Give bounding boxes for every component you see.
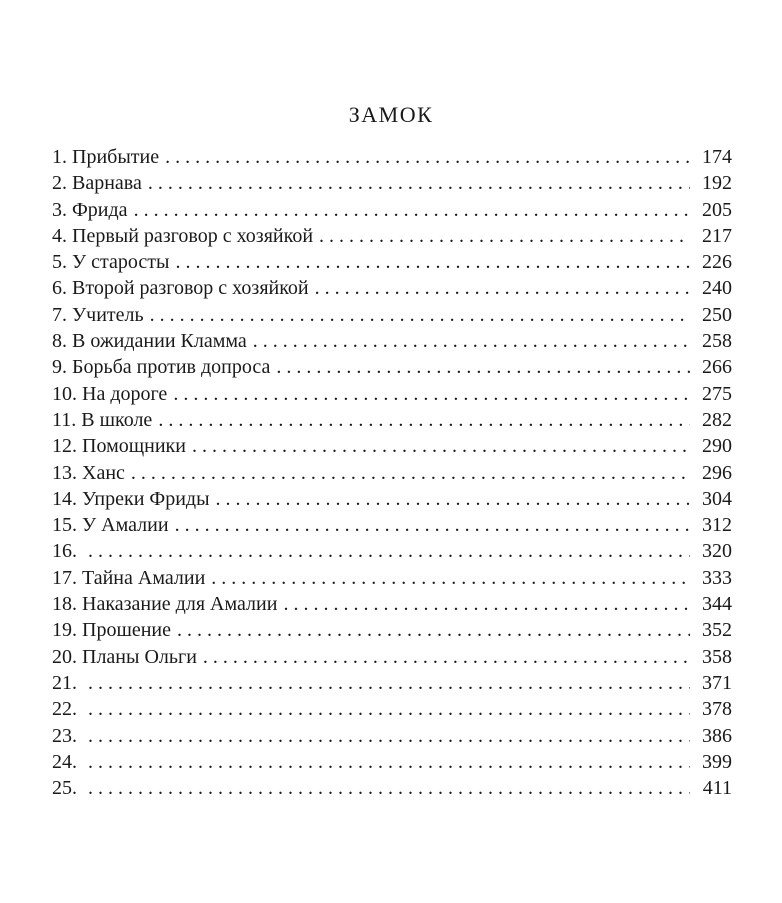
toc-dot-leader [211, 565, 690, 591]
toc-entry [52, 302, 732, 328]
toc-dot-leader [175, 249, 690, 275]
toc-entry-number: 15. [52, 514, 77, 537]
toc-entry [52, 407, 732, 433]
toc-entry [52, 354, 732, 380]
toc-entry [52, 723, 732, 749]
toc-entry-page-number: 282 [702, 408, 732, 431]
toc-entry [52, 644, 732, 670]
toc-entry-page-number: 371 [702, 671, 732, 694]
toc-entry-number: 11. [52, 408, 77, 431]
toc-entry-page-number: 217 [702, 224, 732, 247]
toc-entry-number: 7. [52, 303, 67, 326]
toc-entry-number: 25. [52, 777, 77, 800]
toc-entry-number: 24. [52, 750, 77, 773]
toc-entry-title: Второй разговор с хозяйкой [72, 277, 309, 300]
toc-entry [52, 381, 732, 407]
toc-dot-leader [175, 512, 690, 538]
toc-dot-leader [134, 197, 690, 223]
toc-entry [52, 670, 732, 696]
toc-entry-number: 21. [52, 671, 77, 694]
toc-entry-title: Варнава [72, 172, 142, 195]
toc-entry-page-number: 352 [702, 619, 732, 642]
toc-dot-leader [148, 170, 690, 196]
toc-entry-number: 23. [52, 724, 77, 747]
toc-entry-number: 6. [52, 277, 67, 300]
toc-entry [52, 617, 732, 643]
toc-entry-title: Учитель [72, 303, 144, 326]
toc-entry-page-number: 344 [702, 593, 732, 616]
toc-entry-number: 1. [52, 146, 67, 168]
toc-dot-leader [253, 328, 690, 354]
toc-dot-leader [158, 407, 690, 433]
toc-entry [52, 170, 732, 196]
toc-entry-page-number: 386 [702, 724, 732, 747]
toc-entry-number: 19. [52, 619, 77, 642]
toc-dot-leader [131, 460, 690, 486]
toc-entry-title: В школе [81, 408, 153, 431]
toc-entry-page-number: 296 [702, 461, 732, 484]
toc-entry-number: 2. [52, 172, 67, 195]
toc-entry [52, 275, 732, 301]
toc-dot-leader [203, 644, 690, 670]
toc-entry [52, 460, 732, 486]
toc-dot-leader [88, 775, 690, 801]
toc-entry [52, 512, 732, 538]
toc-entry-page-number: 290 [702, 435, 732, 458]
toc-dot-leader [276, 354, 690, 380]
toc-dot-leader [315, 275, 690, 301]
toc-dot-leader [173, 381, 690, 407]
toc-entry-page-number: 358 [702, 645, 732, 668]
toc-dot-leader [88, 749, 690, 775]
toc-entry-number: 9. [52, 356, 67, 379]
toc-entry-page-number: 378 [702, 698, 732, 721]
toc-entry-number: 12. [52, 435, 77, 458]
toc-entry-title: Ханс [82, 461, 125, 484]
toc-entry [52, 538, 732, 564]
toc-entry-title: Первый разговор с хозяйкой [72, 224, 314, 247]
table-of-contents [52, 144, 732, 801]
toc-dot-leader [165, 144, 690, 170]
toc-entry [52, 223, 732, 249]
toc-entry [52, 749, 732, 775]
toc-entry-page-number: 320 [702, 540, 732, 563]
toc-entry-title: Планы Ольги [82, 645, 197, 668]
toc-entry-page-number: 266 [702, 356, 732, 379]
toc-dot-leader [150, 302, 690, 328]
toc-dot-leader [88, 696, 690, 722]
toc-entry-page-number: 192 [702, 172, 732, 195]
toc-entry-number: 3. [52, 198, 67, 221]
toc-entry [52, 144, 732, 170]
toc-dot-leader [177, 617, 690, 643]
toc-entry-title: Тайна Амалии [82, 566, 206, 589]
toc-entry [52, 486, 732, 512]
toc-entry-page-number: 411 [702, 777, 732, 800]
toc-entry-number: 13. [52, 461, 77, 484]
toc-entry-page-number: 250 [702, 303, 732, 326]
toc-entry-number: 8. [52, 330, 67, 353]
toc-entry-title: Фрида [72, 198, 128, 221]
toc-entry [52, 591, 732, 617]
toc-entry-page-number: 258 [702, 330, 732, 353]
toc-entry-title: У старосты [72, 251, 170, 274]
toc-dot-leader [283, 591, 690, 617]
toc-entry-number: 17. [52, 566, 77, 589]
toc-entry-title: В ожидании Кламма [72, 330, 247, 353]
toc-entry-page-number: 240 [702, 277, 732, 300]
toc-entry-title: Борьба против допроса [72, 356, 271, 379]
toc-entry [52, 565, 732, 591]
toc-entry-number: 4. [52, 224, 67, 247]
toc-dot-leader [216, 486, 690, 512]
toc-dot-leader [88, 670, 690, 696]
toc-entry-title: Наказание для Амалии [82, 593, 278, 616]
toc-entry-number: 20. [52, 645, 77, 668]
toc-entry-page-number: 205 [702, 198, 732, 221]
toc-entry-page-number: 275 [702, 382, 732, 405]
toc-entry [52, 696, 732, 722]
toc-entry-number: 18. [52, 593, 77, 616]
toc-dot-leader [192, 433, 690, 459]
toc-entry-number: 22. [52, 698, 77, 721]
toc-entry-title: На дороге [82, 382, 168, 405]
toc-entry-page-number: 304 [702, 487, 732, 510]
toc-entry-page-number: 399 [702, 750, 732, 773]
toc-entry-page-number: 312 [702, 514, 732, 537]
toc-entry-title: Прибытие [72, 146, 160, 168]
toc-entry-title: Прошение [82, 619, 172, 642]
toc-entry [52, 249, 732, 275]
toc-entry [52, 775, 732, 801]
toc-entry-title: У Амалии [82, 514, 169, 537]
toc-entry [52, 328, 732, 354]
toc-entry-number: 14. [52, 487, 77, 510]
toc-entry-title: Упреки Фриды [82, 487, 210, 510]
toc-dot-leader [319, 223, 690, 249]
toc-entry-number: 5. [52, 251, 67, 274]
toc-dot-leader [88, 538, 690, 564]
toc-entry-page-number: 174 [702, 146, 732, 168]
toc-entry-page-number: 226 [702, 251, 732, 274]
toc-entry-page-number: 333 [702, 566, 732, 589]
toc-entry-title: Помощники [82, 435, 186, 458]
page-title: ЗАМОК [348, 102, 434, 127]
toc-entry [52, 433, 732, 459]
toc-entry [52, 197, 732, 223]
toc-entry-number: 10. [52, 382, 77, 405]
toc-entry-number: 16. [52, 540, 77, 563]
toc-dot-leader [88, 723, 690, 749]
